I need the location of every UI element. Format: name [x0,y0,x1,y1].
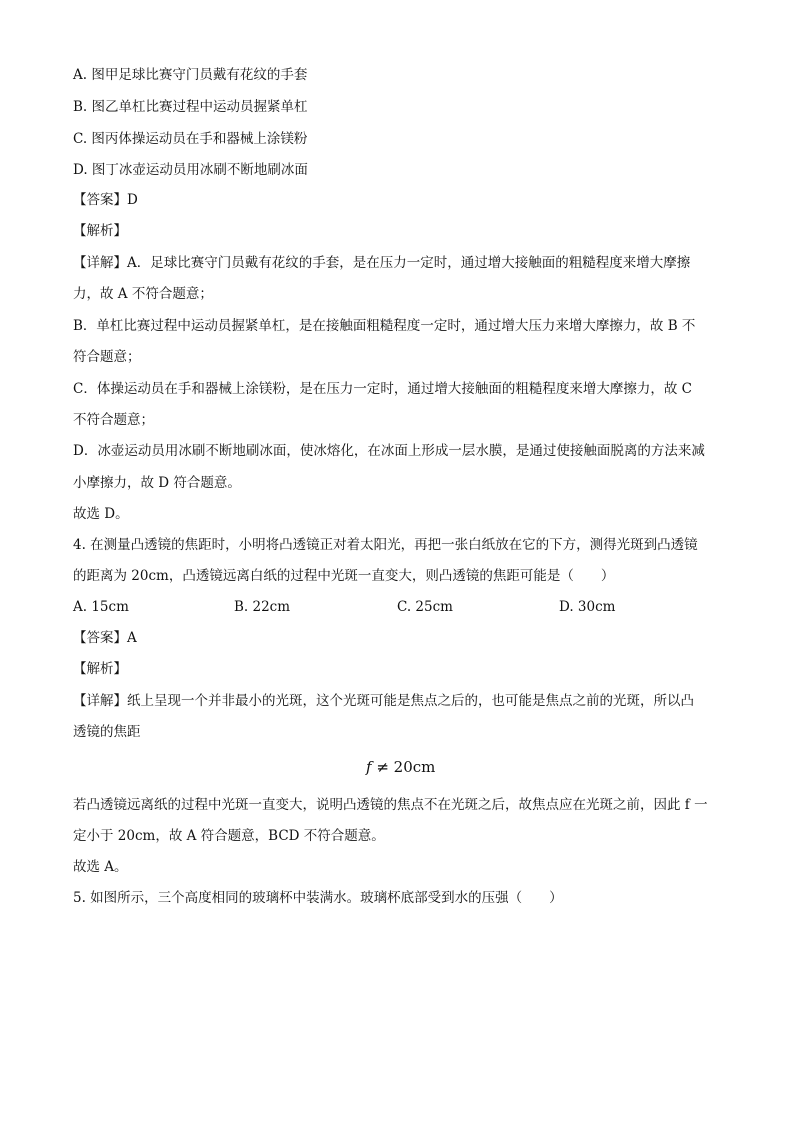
q3-detail-line-7: D．冰壶运动员用冰刷不断地刷冰面，使冰熔化，在冰面上形成一层水膜，是通过使接触面脱离的方法来减 [73,443,705,459]
q4-option-a: A. 15cm [73,599,129,615]
q4-conclusion: 故选 A。 [73,859,128,875]
q3-option-d: D. 图丁冰壶运动员用冰刷不断地刷冰面 [73,162,308,178]
q5-stem: 5. 如图所示，三个高度相同的玻璃杯中装满水。玻璃杯底部受到水的压强（ ） [73,890,563,906]
q3-answer: 【答案】D [73,192,138,208]
formula-inequality: ≠ 20cm [371,758,436,776]
q4-stem-line-1: 4. 在测量凸透镜的焦距时，小明将凸透镜正对着太阳光，再把一张白纸放在它的下方，测得光斑到凸透镜 [73,537,698,553]
q3-option-b: B. 图乙单杠比赛过程中运动员握紧单杠 [73,99,308,115]
q3-detail-line-6: 不符合题意； [73,412,154,428]
q4-detail-line-1: 【详解】纸上呈现一个并非最小的光斑，这个光斑可能是焦点之后的，也可能是焦点之前的光斑，所以凸 [73,693,694,709]
q4-detail-line-3: 若凸透镜远离纸的过程中光斑一直变大，说明凸透镜的焦点不在光斑之后，故焦点应在光斑之前，因此 f 一 [73,797,708,813]
q4-detail-line-2: 透镜的焦距 [73,724,141,740]
q3-detail-line-4: 符合题意； [73,349,141,365]
q4-option-b: B. 22cm [234,599,291,615]
q3-analysis-label: 【解析】 [73,223,127,239]
q4-answer: 【答案】A [73,630,137,646]
q3-detail-line-1: 【详解】A．足球比赛守门员戴有花纹的手套，是在压力一定时，通过增大接触面的粗糙程度来增大摩擦 [73,255,691,271]
q4-option-c: C. 25cm [397,599,453,615]
q3-option-c: C. 图丙体操运动员在手和器械上涂镁粉 [73,131,308,147]
q3-detail-line-3: B．单杠比赛过程中运动员握紧单杠，是在接触面粗糙程度一定时，通过增大压力来增大摩擦力，故 B 不 [73,318,696,334]
q4-focal-length-formula [366,757,435,777]
q3-option-a: A. 图甲足球比赛守门员戴有花纹的手套 [73,67,308,83]
q4-option-d: D. 30cm [559,599,616,615]
q3-detail-line-2: 力，故 A 不符合题意； [73,286,213,302]
q3-detail-line-8: 小摩擦力，故 D 符合题意。 [73,475,241,491]
q4-detail-line-4: 定小于 20cm，故 A 符合题意，BCD 不符合题意。 [73,828,385,844]
q3-detail-line-5: C．体操运动员在手和器械上涂镁粉，是在压力一定时，通过增大接触面的粗糙程度来增大摩擦力，故 C [73,381,692,397]
q3-conclusion: 故选 D。 [73,506,129,522]
formula-variable-f: f [366,758,372,776]
q4-stem-line-2: 的距离为 20cm，凸透镜远离白纸的过程中光斑一直变大，则凸透镜的焦距可能是（ ） [73,568,615,584]
q4-analysis-label: 【解析】 [73,661,127,677]
